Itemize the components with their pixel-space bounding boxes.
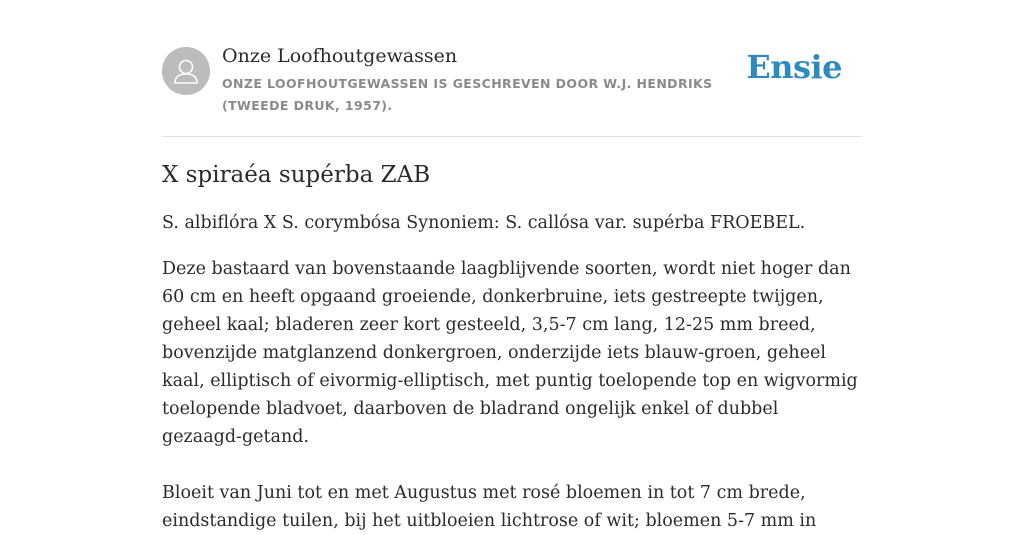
source-description: ONZE LOOFHOUTGEWASSEN IS GESCHREVEN DOOR W.J. HENDRIKS (TWEEDE DRUK, 1957). — [222, 76, 713, 113]
entry-paragraph: Deze bastaard van bovenstaande laagblijvende soorten, wordt niet hoger dan 60 cm en heeft opgaand groeiende, donkerbruine, iets gestreepte twijgen, geheel kaal; bladeren zeer kort gesteeld, 3,5-7 cm lang, 12-25 mm breed, bovenzijde matglanzend donkergroen, onderzijde iets blauw-groen, geheel kaal, elliptisch of eivormig-elliptisch, met puntig toelopende top en wigvormig toelopende bladvoet, daarboven de bladrand ongelijk enkel of dubbel gezaagd-getand. — [162, 259, 858, 447]
user-silhouette-icon — [162, 47, 210, 95]
source-header — [162, 44, 862, 137]
ensie-logo[interactable]: Ensie — [746, 48, 842, 86]
entry-paragraph: Bloeit van Juni tot en met Augustus met rosé bloemen in tot 7 cm brede, eindstandige tuilen, bij het uitbloeien lichtrose of wit; bloemen 5-7 mm in — [162, 483, 817, 531]
entry-synonyms: S. albiflóra X S. corymbósa Synoniem: S. callósa var. supérba FROEBEL. — [162, 213, 806, 233]
avatar[interactable] — [162, 47, 210, 95]
entry-title: X spiraéa supérba ZAB — [162, 162, 431, 188]
source-title[interactable]: Onze Loofhoutgewassen — [222, 45, 458, 67]
entry-content — [162, 158, 862, 535]
